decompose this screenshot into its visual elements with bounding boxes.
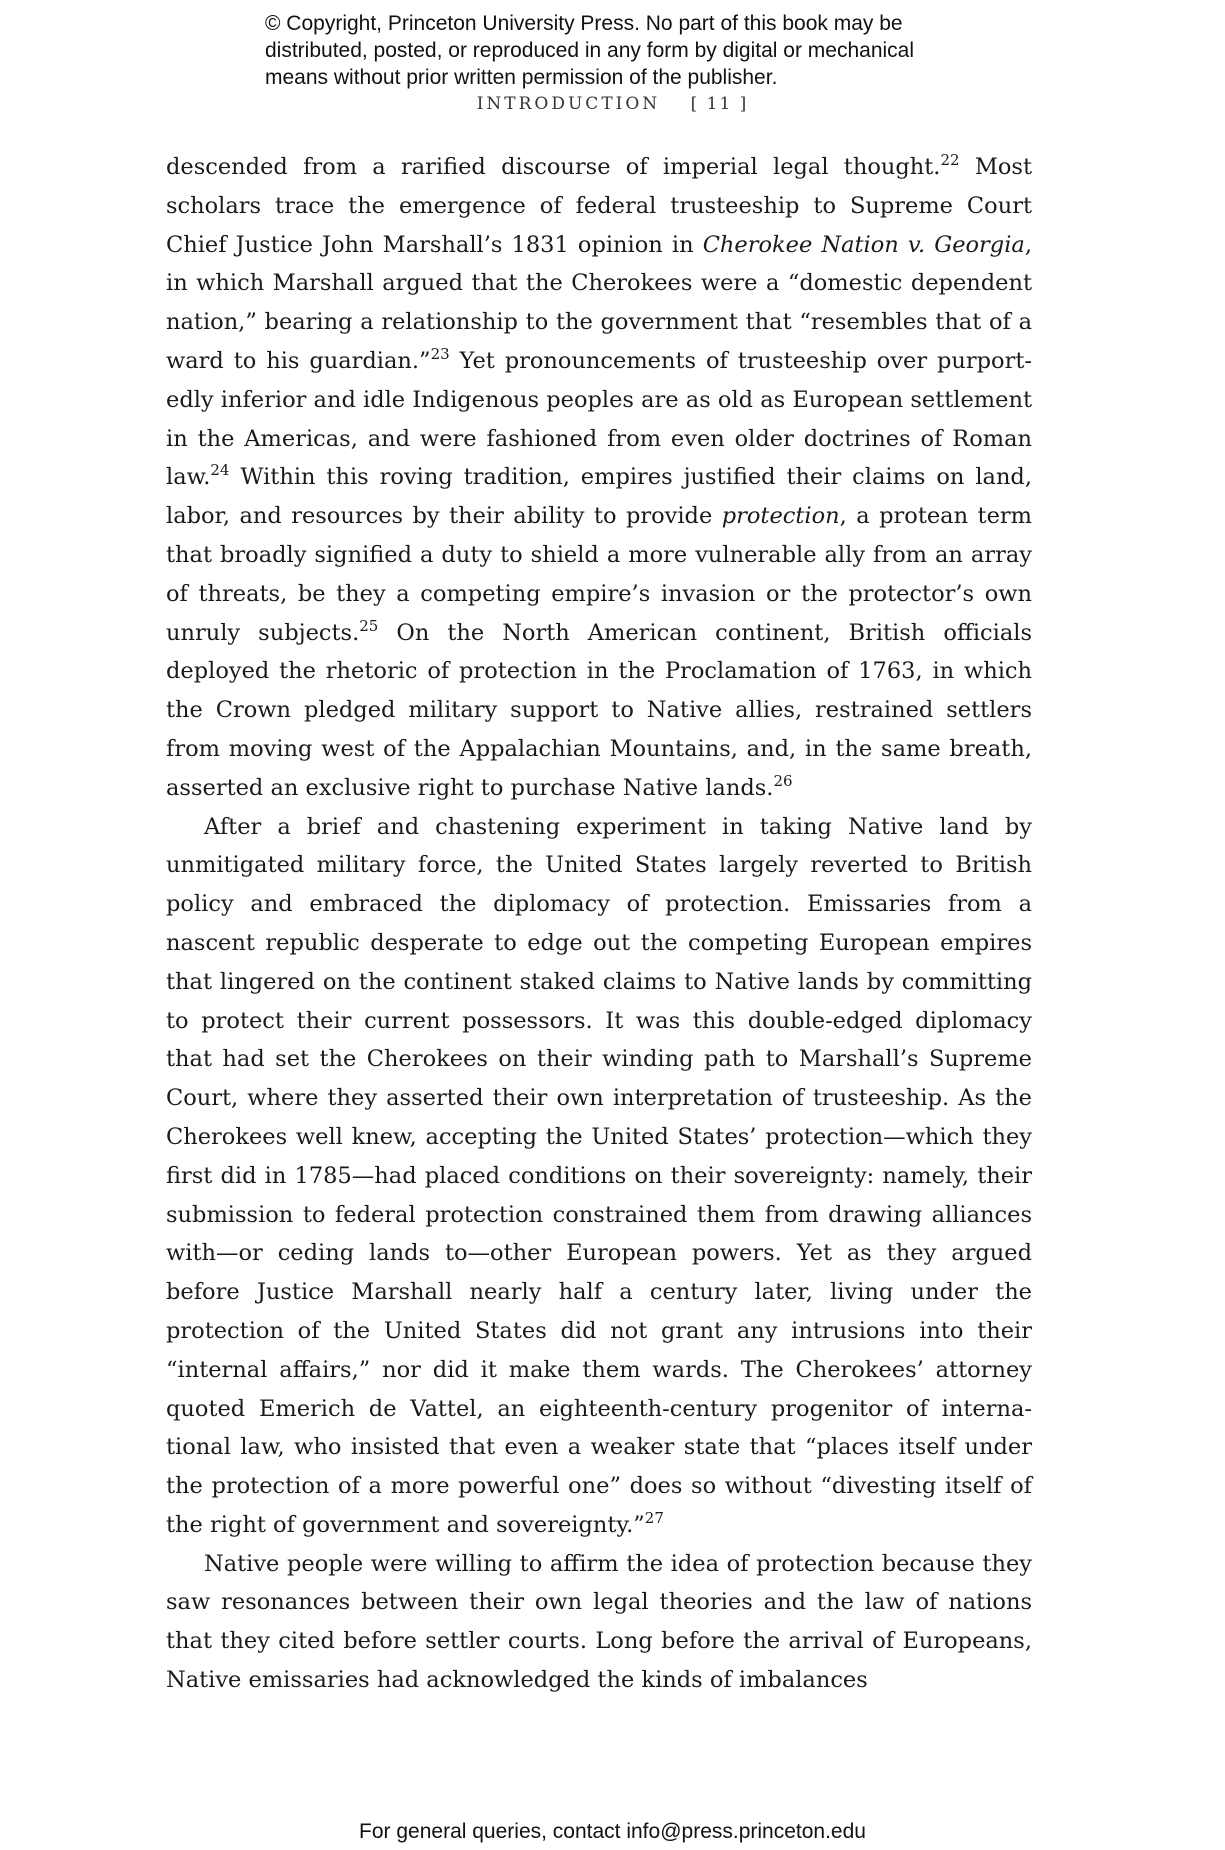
footnote-marker: 26 (773, 771, 793, 790)
footnote-marker: 25 (359, 616, 379, 635)
running-head-section: INTRODUCTION (476, 94, 661, 114)
footer-contact: For general queries, contact info@press.princeton.edu (359, 1820, 866, 1843)
running-head (0, 94, 1225, 114)
text-run: Most scholars trace the emergence of federal trusteeship to Supreme Court Chief Justice John Marshall’s 1831 opinion in (166, 154, 1032, 258)
italic-text: protection (721, 503, 840, 530)
paragraph (166, 1545, 1032, 1700)
paragraph (166, 808, 1032, 1545)
copyright-line: distributed, posted, or reproduced in any form by digital or mechanical (265, 39, 915, 62)
body-text (166, 148, 1032, 1700)
paragraph (166, 148, 1032, 808)
text-run: descended from a rarified discourse of imperial legal thought. (166, 154, 941, 180)
page-number: [ 11 ] (690, 94, 749, 114)
italic-text: Cherokee Nation v. Georgia (702, 231, 1025, 258)
copyright-line: means without prior written permission of the publisher. (265, 66, 778, 89)
copyright-notice (265, 10, 985, 91)
text-run: , in which Marshall argued that the Cherokees were a “domestic dependent nation,” bearing a relationship to the government that “resembles that of a ward to his guardian.” (166, 231, 1032, 374)
text-run: Within this roving tradition, empires justified their claims on land, labor, and resources by their ability to provide (166, 464, 1032, 530)
text-run: , a protean term that broadly signified a duty to shield a more vulnerable ally from an array of threats, be they a competing empire’s invasion or the protector’s own unruly subjects. (166, 503, 1032, 646)
footnote-marker: 27 (644, 1508, 664, 1527)
copyright-line: © Copyright, Princeton University Press. No part of this book may be (265, 12, 903, 35)
text-run: Native people were willing to affirm the idea of protection because they saw resonances between their own legal theories and the law of nations that they cited before settler courts. Long before the arrival of Europeans, Native emissaries had acknowledged the kinds of imbalances (166, 1550, 1032, 1694)
footnote-marker: 24 (210, 461, 230, 480)
text-run: Yet pronouncements of trusteeship over purportedly inferior and idle Indigenous peoples are as old as European settlement in the Americas, and were fashioned from even older doctrines of Roman law. (166, 347, 1032, 491)
footnote-marker: 23 (430, 344, 450, 363)
text-run: After a brief and chastening experiment in taking Native land by unmitigated military force, the United States largely reverted to British policy and embraced the diplomacy of protection. Emissaries from a nascent republic desperate to edge out the competing European empires that lingered on the continent staked claims to Native lands by committing to protect their current possessors. It was this double-edged diplomacy that had set the Cherokees on their winding path to Marshall’s Supreme Court, where they asserted their own interpretation of trusteeship. As the Cherokees well knew, accepting the United States’ protection—which they first did in 1785—had placed conditions on their sovereignty: namely, their submission to federal protection constrained them from drawing alliances with—or ceding lands to—other European powers. Yet as they argued before Justice Marshall nearly half a century later, living under the protection of the United States did not grant any intrusions into their “internal affairs,” nor did it make them wards. The Cherokees’ attorney quoted Emerich de Vattel, an eighteenth-century progenitor of international law, who insisted that even a weaker state that “places itself under the protection of a more powerful one” does so without “divesting itself of the right of government and sovereignty.” (166, 813, 1032, 1538)
text-run: On the North American continent, British officials deployed the rhetoric of protection in the Proclamation of 1763, in which the Crown pledged military support to Native allies, restrained settlers from moving west of the Appalachian Mountains, and, in the same breath, asserted an exclusive right to purchase Native lands. (166, 619, 1032, 801)
footnote-marker: 22 (940, 151, 960, 169)
